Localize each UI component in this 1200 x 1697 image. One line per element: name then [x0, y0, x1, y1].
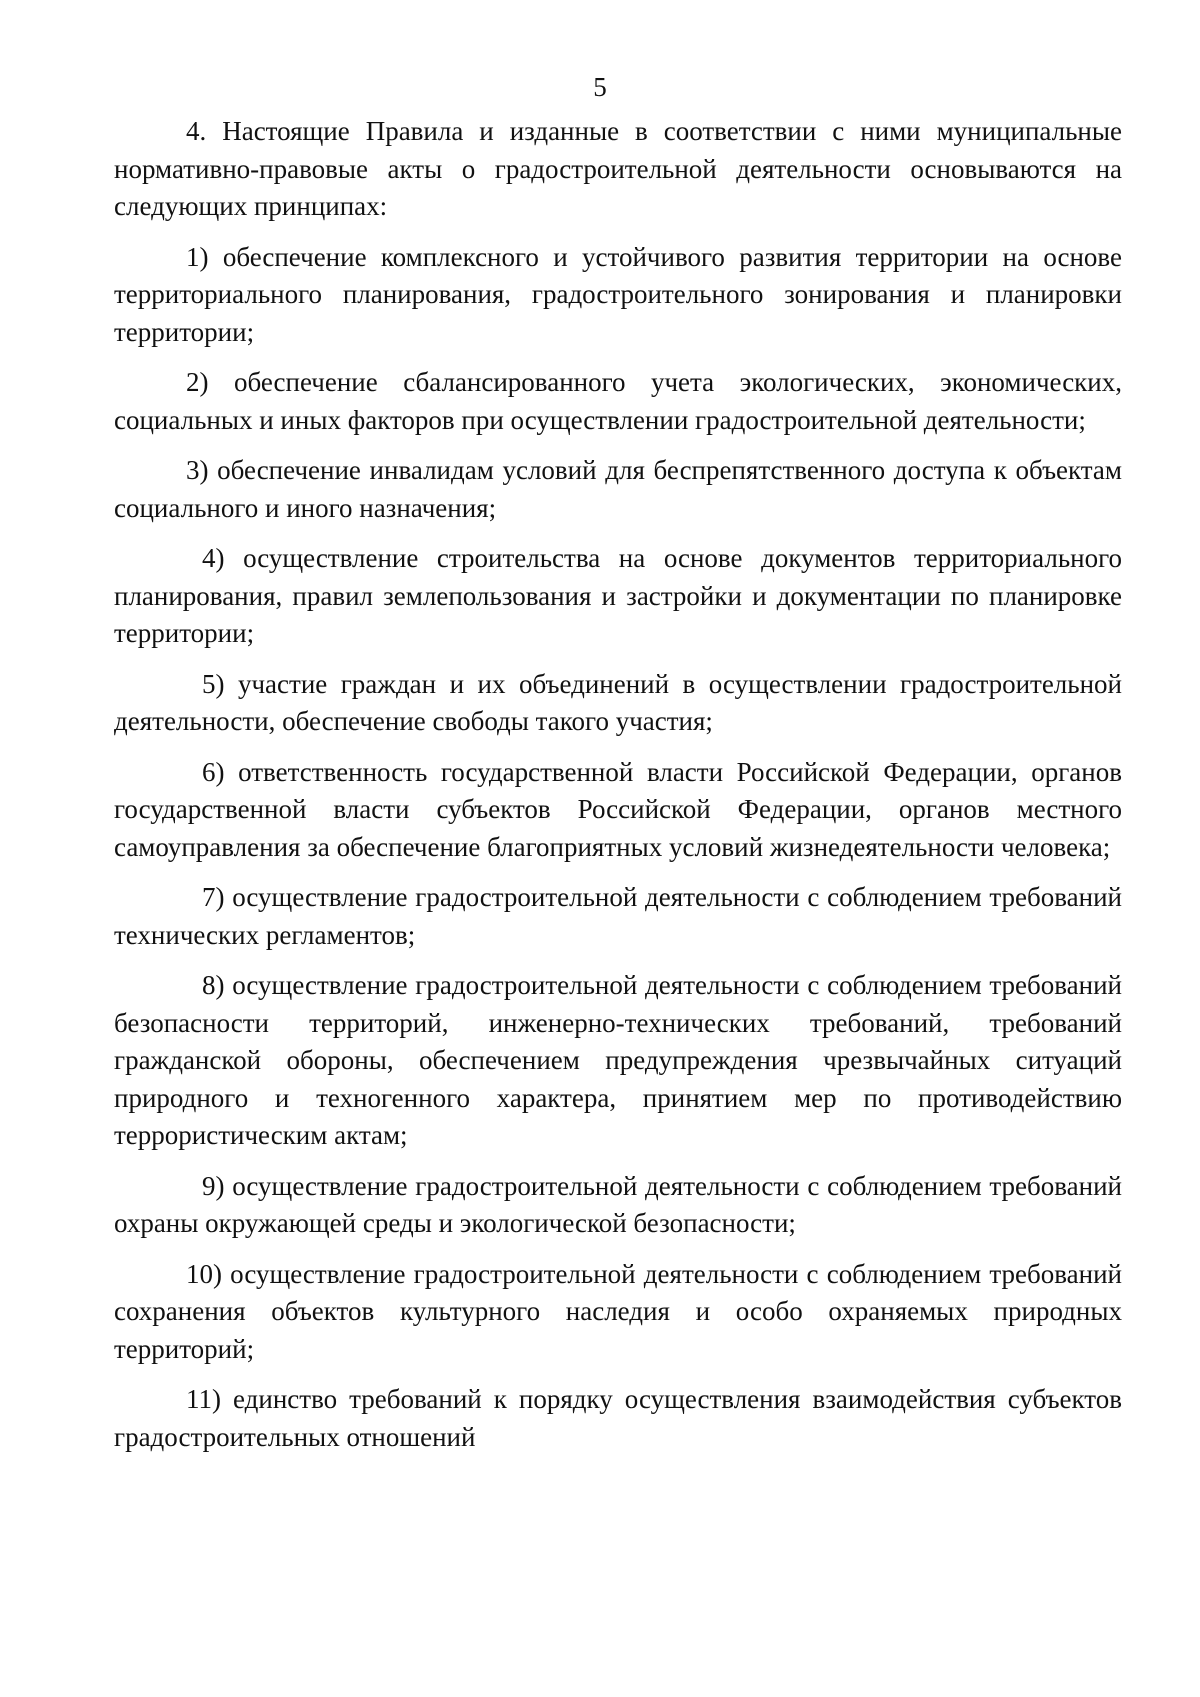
list-item-8: 8) осуществление градостроительной деятельности с соблюдением требований безопасности территорий, инженерно-технических требований, требований гражданской обороны, обеспечением предупреждения чрезвычайных ситуаций природного и техногенного характера, принятием мер по противодействию террористическим актам;	[114, 970, 1122, 1150]
list-item-5: 5) участие граждан и их объединений в осуществлении градостроительной деятельности, обеспечение свободы такого участия;	[114, 668, 1122, 736]
list-item-10: 10) осуществление градостроительной деятельности с соблюдением требований сохранения объектов культурного наследия и особо охраняемых природных территорий;	[114, 1258, 1122, 1364]
list-item-4: 4) осуществление строительства на основе документов территориального планирования, правил землепользования и застройки и документации по планировке территории;	[114, 543, 1122, 648]
list-item-6: 6) ответственность государственной власти Российской Федерации, органов государственной власти субъектов Российской Федерации, органов местного самоуправления за обеспечение благоприятных условий жизнедеятельности человека;	[114, 756, 1122, 862]
list-item-11: 11) единство требований к порядку осуществления взаимодействия субъектов градостроительных отношений	[114, 1384, 1122, 1452]
list-item-1: 1) обеспечение комплексного и устойчивого развития территории на основе территориального планирования, градостроительного зонирования и планировки территории;	[114, 241, 1122, 347]
list-item-9: 9) осуществление градостроительной деятельности с соблюдением требований охраны окружающей среды и экологической безопасности;	[114, 1170, 1122, 1238]
list-item-3: 3) обеспечение инвалидам условий для беспрепятственного доступа к объектам социального и иного назначения;	[114, 455, 1122, 523]
list-item-7: 7) осуществление градостроительной деятельности с соблюдением требований технических регламентов;	[114, 882, 1122, 950]
document-body	[114, 113, 1122, 1469]
page-number: 5	[593, 72, 607, 102]
list-item-2: 2) обеспечение сбалансированного учета экологических, экономических, социальных и иных факторов при осуществлении градостроительной деятельности;	[114, 367, 1122, 435]
paragraph-intro: 4. Настоящие Правила и изданные в соответствии с ними муниципальные нормативно-правовые акты о градостроительной деятельности основываются на следующих принципах:	[114, 116, 1122, 221]
